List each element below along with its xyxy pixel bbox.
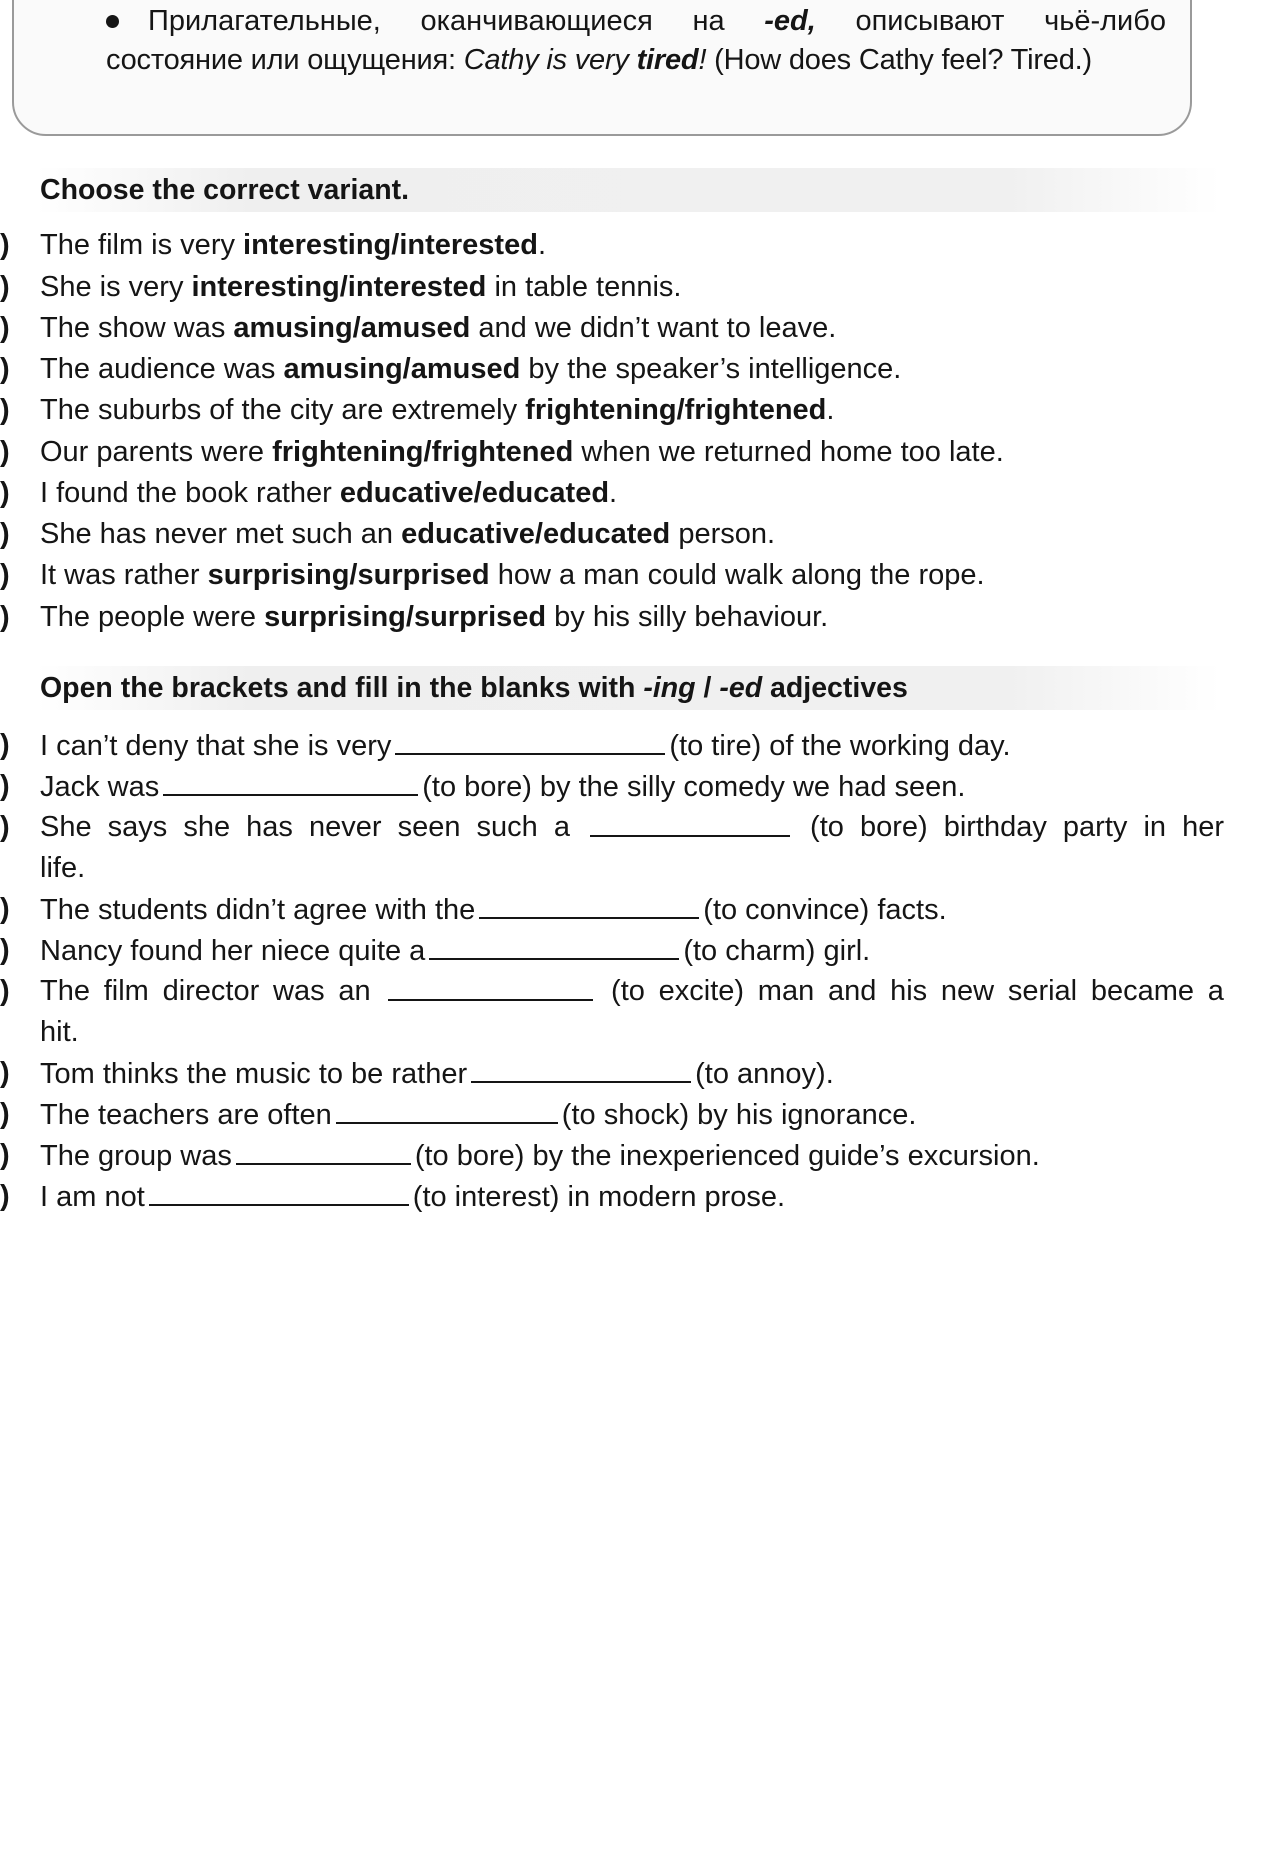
- sentence-word: never: [308, 811, 382, 843]
- bullet-icon: [106, 15, 119, 28]
- sentence-text: how a man could walk along the rope.: [489, 559, 985, 591]
- sentence-text: in table tennis.: [486, 271, 682, 303]
- exercise-2-heading: [36, 666, 1220, 710]
- answer-choice[interactable]: amusing/amused: [233, 312, 471, 344]
- sentence-text: .: [826, 394, 835, 426]
- answer-blank[interactable]: [471, 1055, 691, 1083]
- answer-choice[interactable]: surprising/surprised: [207, 559, 490, 591]
- item-number: ): [0, 770, 10, 802]
- sentence-text: It was rather: [40, 559, 208, 591]
- item-number: ): [0, 729, 10, 761]
- rule-word: на: [692, 5, 725, 37]
- sentence-text: when we returned home too late.: [573, 436, 1004, 468]
- answer-choice[interactable]: educative/educated: [339, 477, 610, 509]
- sentence-word: she: [183, 811, 231, 843]
- sentence-text: Tom thinks the music to be rather: [40, 1058, 468, 1090]
- answer-blank[interactable]: [388, 973, 593, 1001]
- item-number: ): [0, 271, 10, 303]
- sentence-word: an: [338, 975, 371, 1007]
- sentence-text: The group was: [40, 1140, 232, 1172]
- item-number: ): [0, 1098, 10, 1130]
- verb-hint: (to tire) of the working day.: [669, 730, 1011, 762]
- rule-example-bold: tired: [636, 44, 699, 76]
- exercise-2-item-continued: [40, 1014, 79, 1050]
- item-sentence: [40, 557, 985, 593]
- rule-word: чьё-либо: [1044, 5, 1166, 37]
- verb-hint: (to shock) by his ignorance.: [561, 1099, 917, 1131]
- sentence-word: (to: [611, 975, 645, 1007]
- item-sentence: [40, 1055, 834, 1092]
- item-number: ): [0, 1057, 10, 1089]
- sentence-word: man: [757, 975, 815, 1007]
- sentence-text: I am not: [40, 1181, 145, 1213]
- verb-hint: (to bore) by the silly comedy we had seen.: [422, 771, 966, 803]
- verb-hint: (to charm) girl.: [683, 935, 871, 967]
- sentence-text: The film is very: [40, 229, 244, 261]
- item-number: ): [0, 436, 10, 468]
- exercise-1-title: Choose the correct variant.: [40, 174, 410, 206]
- sentence-text: The audience was: [40, 353, 284, 385]
- rule-word: Прилагательные,: [148, 5, 381, 37]
- grammar-rule-box: [12, 0, 1192, 136]
- verb-hint: (to annoy).: [695, 1058, 834, 1090]
- item-sentence: [40, 269, 681, 305]
- answer-choice[interactable]: interesting/interested: [243, 229, 538, 261]
- item-number: ): [0, 394, 10, 426]
- item-number: ): [0, 1180, 10, 1212]
- item-sentence: [40, 516, 775, 552]
- sentence-text: I can’t deny that she is very: [40, 730, 392, 762]
- item-number: ): [0, 229, 10, 261]
- answer-choice[interactable]: surprising/surprised: [264, 601, 547, 633]
- item-number: ): [0, 518, 10, 550]
- item-sentence: [40, 599, 828, 635]
- item-sentence: [40, 351, 901, 387]
- item-sentence: [40, 809, 1224, 845]
- sentence-word: party: [1062, 811, 1128, 843]
- item-sentence: [40, 727, 1011, 764]
- sentence-text: hit.: [40, 1016, 79, 1048]
- answer-blank[interactable]: [236, 1137, 411, 1165]
- exercise-2-item-continued: [40, 850, 85, 886]
- sentence-text: I found the book rather: [40, 477, 340, 509]
- item-sentence: [40, 1178, 785, 1215]
- answer-blank[interactable]: [479, 891, 699, 919]
- sentence-word: a: [1207, 975, 1224, 1007]
- verb-hint: (to bore) by the inexperienced guide’s excursion.: [414, 1140, 1040, 1172]
- sentence-text: by the speaker’s intelligence.: [520, 353, 902, 385]
- sentence-text: She has never met such an: [40, 518, 402, 550]
- rule-word-suffix: -ed,: [764, 5, 816, 37]
- item-number: ): [0, 975, 10, 1007]
- sentence-word: seen: [397, 811, 461, 843]
- sentence-text: and we didn’t want to leave.: [470, 312, 837, 344]
- sentence-text: life.: [40, 852, 86, 884]
- item-sentence: [40, 475, 617, 511]
- sentence-word: She: [40, 811, 92, 843]
- sentence-word: serial: [1007, 975, 1078, 1007]
- answer-choice[interactable]: amusing/amused: [283, 353, 521, 385]
- answer-blank[interactable]: [163, 768, 418, 796]
- answer-blank[interactable]: [149, 1178, 409, 1206]
- rule-text: состояние или ощущения:: [106, 44, 464, 76]
- item-number: ): [0, 477, 10, 509]
- sentence-word: and: [827, 975, 877, 1007]
- sentence-text: The people were: [40, 601, 265, 633]
- exercise-1-heading: [36, 168, 1220, 212]
- rule-example: Cathy is very: [463, 44, 637, 76]
- exercise-2-title: Open the brackets and fill in the blanks with: [40, 672, 644, 704]
- answer-blank[interactable]: [429, 932, 679, 960]
- rule-justified-words: [148, 3, 1166, 39]
- heading-text: adjectives: [762, 672, 908, 704]
- sentence-word: birthday: [943, 811, 1047, 843]
- item-sentence: [40, 227, 546, 263]
- sentence-word: says: [107, 811, 168, 843]
- sentence-word: director: [162, 975, 260, 1007]
- sentence-text: She is very: [40, 271, 192, 303]
- answer-blank[interactable]: [395, 727, 665, 755]
- rule-word: описывают: [855, 5, 1005, 37]
- item-number: ): [0, 934, 10, 966]
- sentence-word: excite): [658, 975, 745, 1007]
- sentence-text: The students didn’t agree with the: [40, 894, 476, 926]
- sentence-text: person.: [670, 518, 776, 550]
- sentence-text: The teachers are often: [40, 1099, 332, 1131]
- rule-line-3: [106, 42, 1092, 78]
- heading-slash: /: [695, 672, 720, 704]
- item-sentence: [40, 310, 836, 346]
- item-number: ): [0, 1139, 10, 1171]
- item-sentence: [40, 932, 870, 969]
- item-sentence: [40, 1096, 916, 1133]
- sentence-word: a: [553, 811, 570, 843]
- sentence-text: The show was: [40, 312, 234, 344]
- sentence-word: his: [890, 975, 928, 1007]
- answer-blank[interactable]: [336, 1096, 558, 1124]
- sentence-word: bore): [859, 811, 928, 843]
- item-sentence: [40, 1137, 1040, 1174]
- sentence-word: has: [246, 811, 293, 843]
- ing-suffix: -ing: [643, 672, 696, 704]
- answer-choice[interactable]: frightening/frightened: [272, 436, 574, 468]
- sentence-text: .: [609, 477, 618, 509]
- verb-hint: (to interest) in modern prose.: [412, 1181, 786, 1213]
- sentence-word: in: [1143, 811, 1167, 843]
- rule-example: !: [698, 44, 707, 76]
- rule-line-2: [106, 3, 1166, 39]
- item-number: ): [0, 893, 10, 925]
- answer-choice[interactable]: frightening/frightened: [525, 394, 827, 426]
- item-number: ): [0, 353, 10, 385]
- item-sentence: [40, 434, 1004, 470]
- sentence-text: by his silly behaviour.: [546, 601, 829, 633]
- sentence-word: The: [40, 975, 90, 1007]
- item-sentence: [40, 392, 834, 428]
- sentence-text: Jack was: [40, 771, 160, 803]
- verb-hint: (to convince) facts.: [703, 894, 947, 926]
- sentence-word: film: [103, 975, 149, 1007]
- sentence-text: .: [537, 229, 546, 261]
- answer-choice[interactable]: educative/educated: [401, 518, 671, 550]
- item-sentence: [40, 973, 1224, 1009]
- sentence-text: Nancy found her niece quite a: [40, 935, 426, 967]
- sentence-word: became: [1090, 975, 1195, 1007]
- sentence-word: was: [273, 975, 325, 1007]
- rule-text: (How does Cathy feel? Tired.): [706, 44, 1092, 76]
- sentence-word: her: [1182, 811, 1224, 843]
- sentence-word: (to: [810, 811, 844, 843]
- item-number: ): [0, 559, 10, 591]
- item-number: ): [0, 312, 10, 344]
- rule-word: оканчивающиеся: [420, 5, 653, 37]
- item-number: ): [0, 601, 10, 633]
- answer-blank[interactable]: [590, 809, 790, 837]
- sentence-text: Our parents were: [40, 436, 273, 468]
- item-number: ): [0, 811, 10, 843]
- item-sentence: [40, 891, 947, 928]
- item-sentence: [40, 768, 965, 805]
- answer-choice[interactable]: interesting/interested: [191, 271, 487, 303]
- sentence-text: The suburbs of the city are extremely: [40, 394, 526, 426]
- sentence-word: new: [940, 975, 995, 1007]
- ed-suffix: -ed: [719, 672, 763, 704]
- sentence-word: such: [476, 811, 538, 843]
